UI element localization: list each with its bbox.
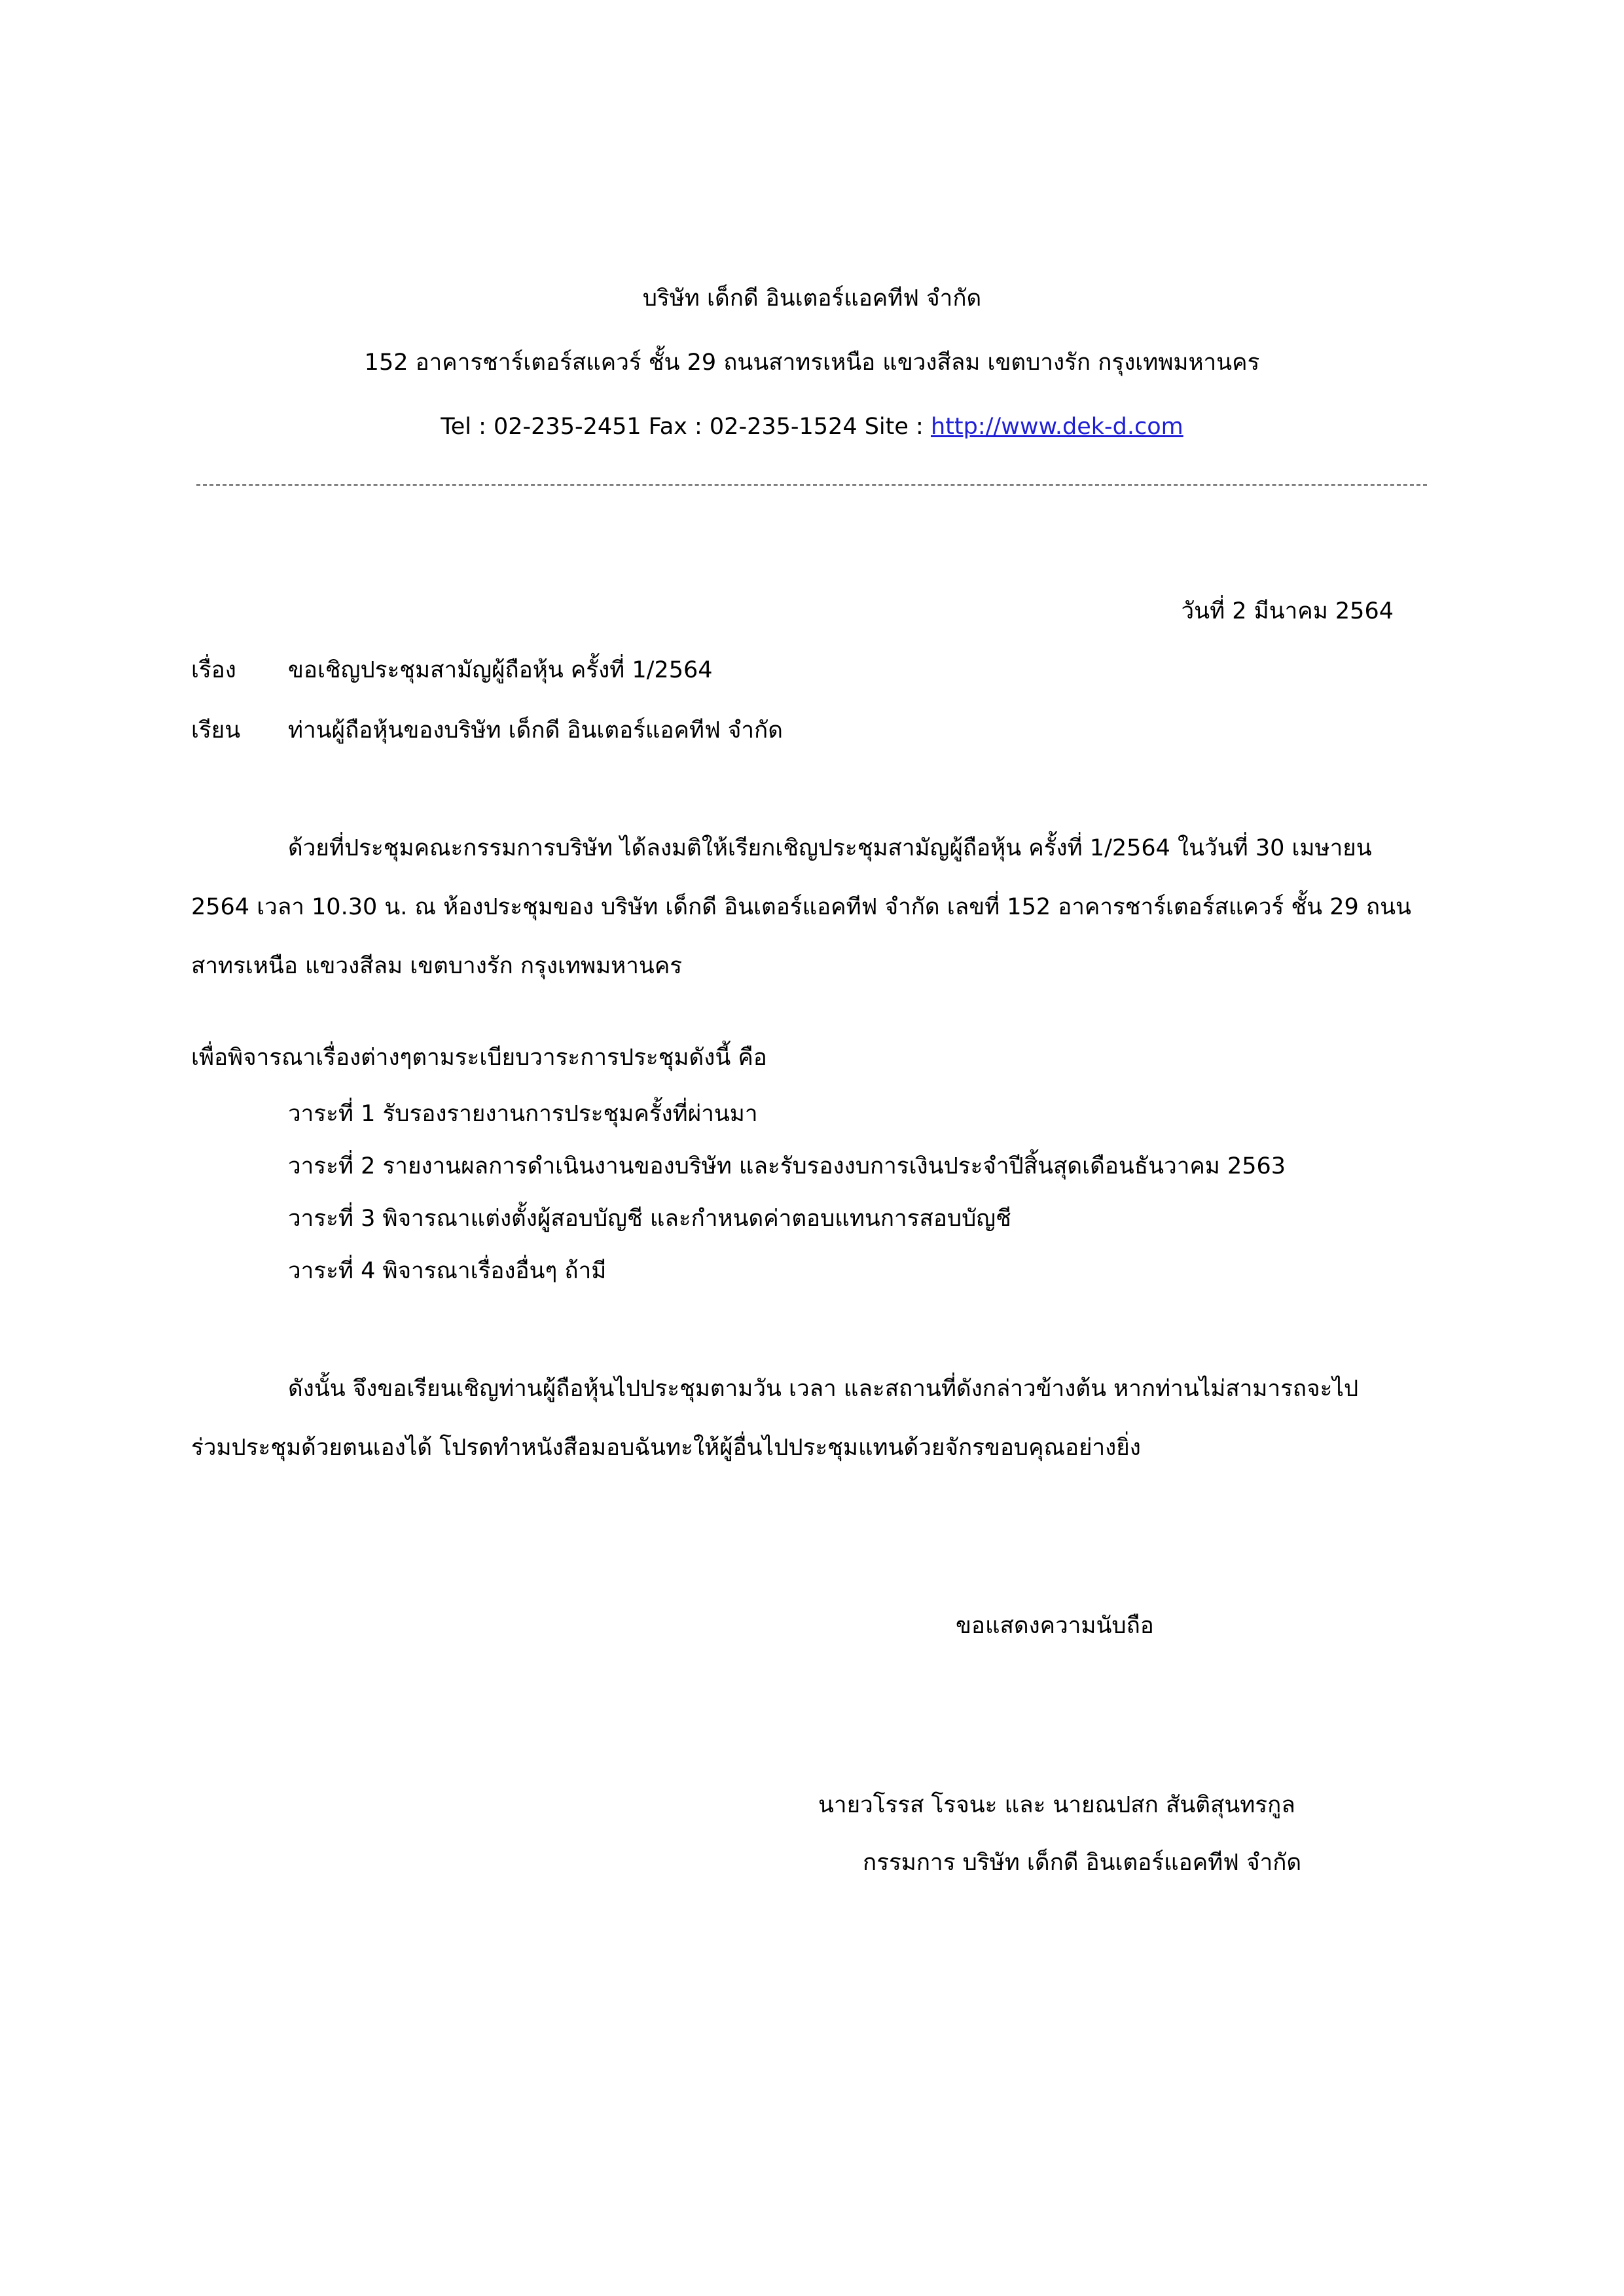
agenda-intro: เพื่อพิจารณาเรื่องต่างๆตามระเบียบวาระการประชุมดังนี้ คือ [191,1045,767,1071]
company-name: บริษัท เด็กดี อินเตอร์แอคทีฟ จำกัด [642,285,982,312]
contact-numbers: Tel : 02-235-2451 Fax : 02-235-1524 Site : [441,414,931,440]
website-link[interactable]: http://www.dek-d.com [930,414,1183,440]
closing-phrase: ขอแสดงความนับถือ [956,1613,1154,1639]
recipient-text: ท่านผู้ถือหุ้นของบริษัท เด็กดี อินเตอร์แอคทีฟ จำกัด [288,717,783,744]
paragraph-2-line-1: ดังนั้น จึงขอเรียนเชิญท่านผู้ถือหุ้นไปประชุมตามวัน เวลา และสถานที่ดังกล่าวข้างต้น หากท่านไม่สามารถจะไป [288,1376,1359,1402]
paragraph-1-line-1: ด้วยที่ประชุมคณะกรรมการบริษัท ได้ลงมติให้เรียกเชิญประชุมสามัญผู้ถือหุ้น ครั้งที่ 1/2564 ในวันที่ 30 เมษายน [288,835,1372,861]
recipient-label: เรียน [191,717,241,744]
subject-text: ขอเชิญประชุมสามัญผู้ถือหุ้น ครั้งที่ 1/2564 [288,657,713,683]
letter-date: วันที่ 2 มีนาคม 2564 [1181,598,1394,624]
contact-line [0,411,1624,442]
header-divider [196,484,1427,486]
agenda-item-1: วาระที่ 1 รับรองรายงานการประชุมครั้งที่ผ่านมา [288,1101,758,1127]
paragraph-1-line-3: สาทรเหนือ แขวงสีลม เขตบางรัก กรุงเทพมหานคร [191,953,683,979]
paragraph-2-line-2: ร่วมประชุมด้วยตนเองได้ โปรดทำหนังสือมอบฉันทะให้ผู้อื่นไปประชุมแทนด้วยจักรขอบคุณอย่างยิ่ง [191,1435,1141,1461]
subject-label: เรื่อง [191,657,236,683]
signatory-names: นายวโรรส โรจนะ และ นายณปสก สันติสุนทรกูล [818,1792,1295,1818]
signatory-title: กรรมการ บริษัท เด็กดี อินเตอร์แอคทีฟ จำกัด [863,1850,1302,1876]
company-address: 152 อาคารชาร์เตอร์สแควร์ ชั้น 29 ถนนสาทรเหนือ แขวงสีลม เขตบางรัก กรุงเทพมหานคร [364,350,1260,376]
agenda-item-3: วาระที่ 3 พิจารณาแต่งตั้งผู้สอบบัญชี และกำหนดค่าตอบแทนการสอบบัญชี [288,1206,1011,1232]
agenda-item-4: วาระที่ 4 พิจารณาเรื่องอื่นๆ ถ้ามี [288,1258,607,1284]
paragraph-1-line-2: 2564 เวลา 10.30 น. ณ ห้องประชุมของ บริษัท เด็กดี อินเตอร์แอคทีฟ จำกัด เลขที่ 152 อาคารชาร์เตอร์สแควร์ ชั้น 29 ถนน [191,894,1411,920]
agenda-item-2: วาระที่ 2 รายงานผลการดำเนินงานของบริษัท และรับรองงบการเงินประจำปีสิ้นสุดเดือนธันวาคม 2563 [288,1153,1286,1179]
